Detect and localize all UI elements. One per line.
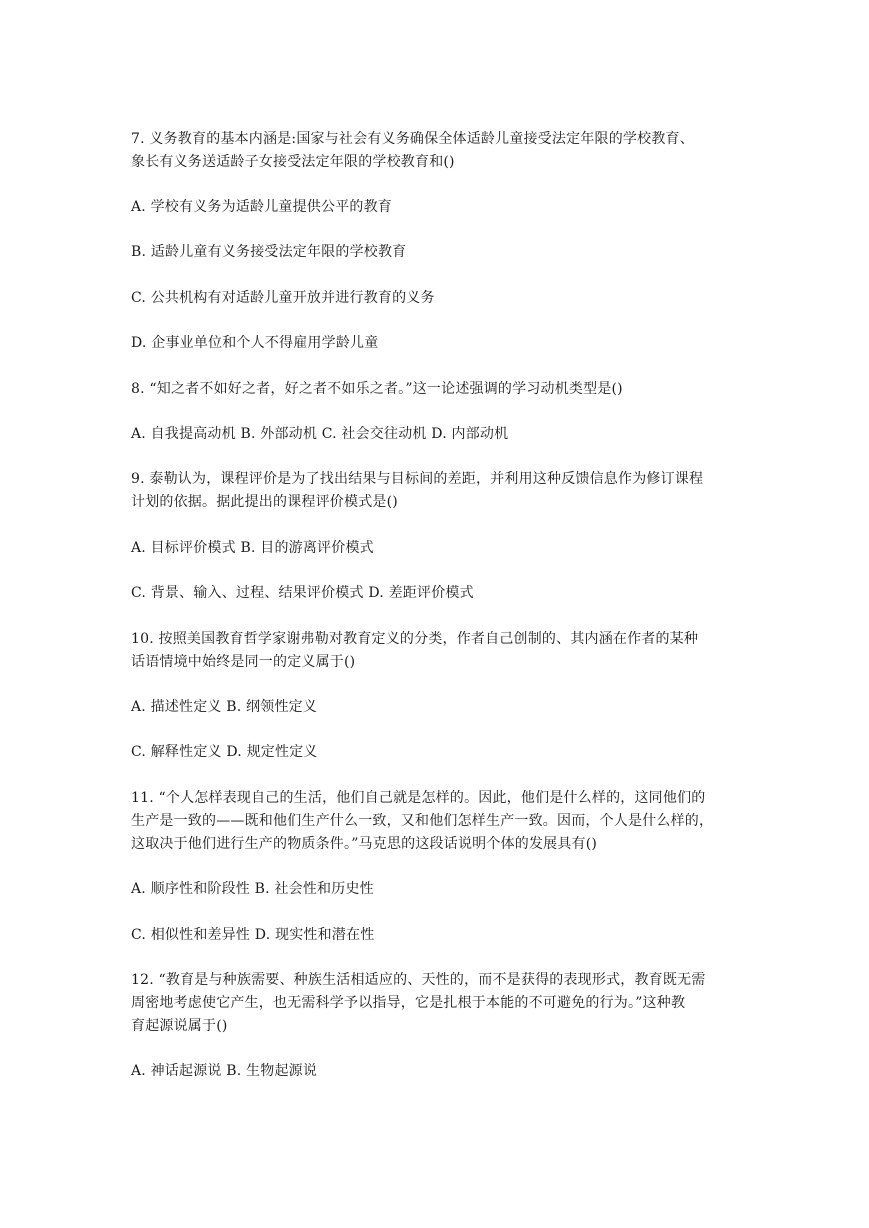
- q7-option-c: C. 公共机构有对适龄儿童开放并进行教育的义务: [131, 290, 435, 306]
- q10-stem-line-2: 话语情境中始终是同一的定义属于(): [131, 654, 356, 670]
- q7-stem-line-1: 7. 义务教育的基本内涵是:国家与社会有义务确保全体适龄儿童接受法定年限的学校教育、: [131, 131, 694, 147]
- q8-stem-line-1: 8. “知之者不如好之者，好之者不如乐之者。”这一论述强调的学习动机类型是(): [131, 381, 623, 397]
- q7-option-b: B. 适龄儿童有义务接受法定年限的学校教育: [131, 244, 407, 260]
- q11-stem-line-1: 11. “个人怎样表现自己的生活，他们自己就是怎样的。因此，他们是什么样的，这同他们的: [131, 790, 706, 806]
- q12-stem-line-2: 周密地考虑使它产生，也无需科学予以指导，它是扎根于本能的不可避免的行为。”这种教: [131, 995, 686, 1011]
- q10-options-cd: C. 解释性定义 D. 规定性定义: [131, 744, 318, 760]
- q12-stem-line-3: 育起源说属于(): [131, 1018, 228, 1034]
- q12-options-ab: A. 神话起源说 B. 生物起源说: [131, 1063, 318, 1079]
- q7-option-a: A. 学校有义务为适龄儿童提供公平的教育: [131, 199, 393, 215]
- q7-option-d: D. 企事业单位和个人不得雇用学龄儿童: [131, 335, 379, 351]
- q9-stem-line-1: 9. 泰勒认为，课程评价是为了找出结果与目标间的差距，并利用这种反馈信息作为修订课程: [131, 471, 704, 487]
- q9-options-ab: A. 目标评价模式 B. 目的游离评价模式: [131, 540, 374, 556]
- q11-options-ab: A. 顺序性和阶段性 B. 社会性和历史性: [131, 881, 374, 897]
- q9-stem-line-2: 计划的依据。据此提出的课程评价模式是(): [131, 494, 398, 510]
- q12-stem-line-1: 12. “教育是与种族需要、种族生活相适应的、天性的，而不是获得的表现形式，教育既无需: [131, 972, 706, 988]
- q8-options: A. 自我提高动机 B. 外部动机 C. 社会交往动机 D. 内部动机: [131, 426, 509, 442]
- q9-options-cd: C. 背景、输入、过程、结果评价模式 D. 差距评价模式: [131, 585, 474, 601]
- q11-stem-line-2: 生产是一致的——既和他们生产什么一致，又和他们怎样生产一致。因而，个人是什么样的，: [131, 813, 714, 829]
- q10-options-ab: A. 描述性定义 B. 纲领性定义: [131, 699, 318, 715]
- q11-stem-line-3: 这取决于他们进行生产的物质条件。”马克思的这段话说明个体的发展具有(): [131, 836, 598, 852]
- q11-options-cd: C. 相似性和差异性 D. 现实性和潜在性: [131, 927, 375, 943]
- q7-stem-line-2: 象长有义务送适龄子女接受法定年限的学校教育和(): [131, 154, 455, 170]
- q10-stem-line-1: 10. 按照美国教育哲学家谢弗勒对教育定义的分类，作者自己创制的、其内涵在作者的某种: [131, 631, 699, 647]
